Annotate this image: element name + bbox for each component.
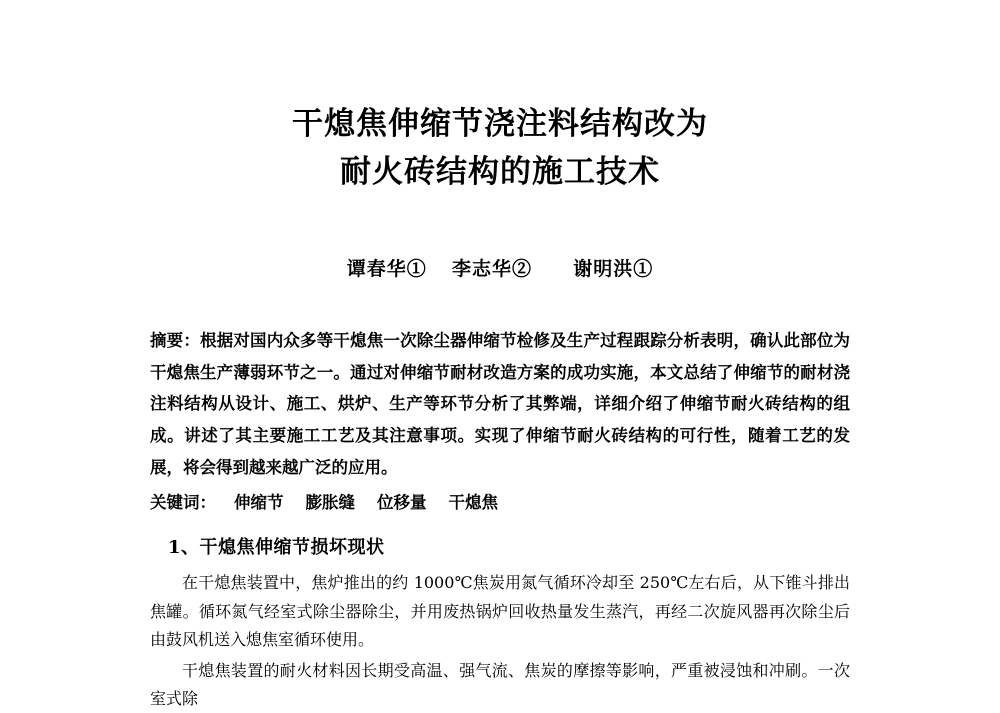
section-heading-1: 1、干熄焦伸缩节损坏现状	[168, 537, 385, 559]
keyword-item: 干熄焦	[448, 493, 498, 513]
title-block	[150, 0, 850, 196]
keywords-label: 关键词：	[150, 493, 216, 513]
author-list	[150, 254, 850, 281]
body-paragraph: 干熄焦装置的耐火材料因长期受高温、强气流、焦炭的摩擦等影响，严重被浸蚀和冲刷。一次室式除	[150, 660, 850, 708]
keyword-item: 膨胀缝	[305, 493, 355, 513]
keyword-item: 位移量	[377, 493, 427, 513]
abstract-text: 根据对国内众多等干熄焦一次除尘器伸缩节检修及生产过程跟踪分析表明，确认此部位为干熄焦生产薄弱环节之一。通过对伸缩节耐材改造方案的成功实施，本文总结了伸缩节的耐材浇注料结构从设计、施工、烘炉、生产等环节分析了其弊端，详细介绍了伸缩节耐火砖结构的组成。讲述了其主要施工工艺及其注意事项。实现了伸缩节耐火砖结构的可行性，随着工艺的发展，将会得到越来越广泛的应用。	[150, 331, 851, 477]
author-1: 谭春华①	[346, 258, 427, 281]
page-title-line-1: 干熄焦伸缩节浇注料结构改为	[292, 106, 708, 142]
body-paragraph: 在干熄焦装置中，焦炉推出的约 1000℃焦炭用氮气循环冷却至 250℃左右后，从下锥斗排出焦罐。循环氮气经室式除尘器除尘，并用废热锅炉回收热量发生蒸汽，再经二次旋风器再次除尘后由鼓风机送入熄焦室循环使用。	[150, 573, 850, 650]
abstract-block	[150, 325, 850, 483]
page-title-line-2: 耐火砖结构的施工技术	[340, 154, 660, 191]
author-3: 谢明洪①	[573, 258, 654, 281]
author-2: 李志华②	[451, 258, 532, 281]
abstract-label: 摘要：	[150, 331, 201, 351]
keywords-block	[150, 487, 850, 519]
keyword-item: 伸缩节	[234, 493, 284, 513]
